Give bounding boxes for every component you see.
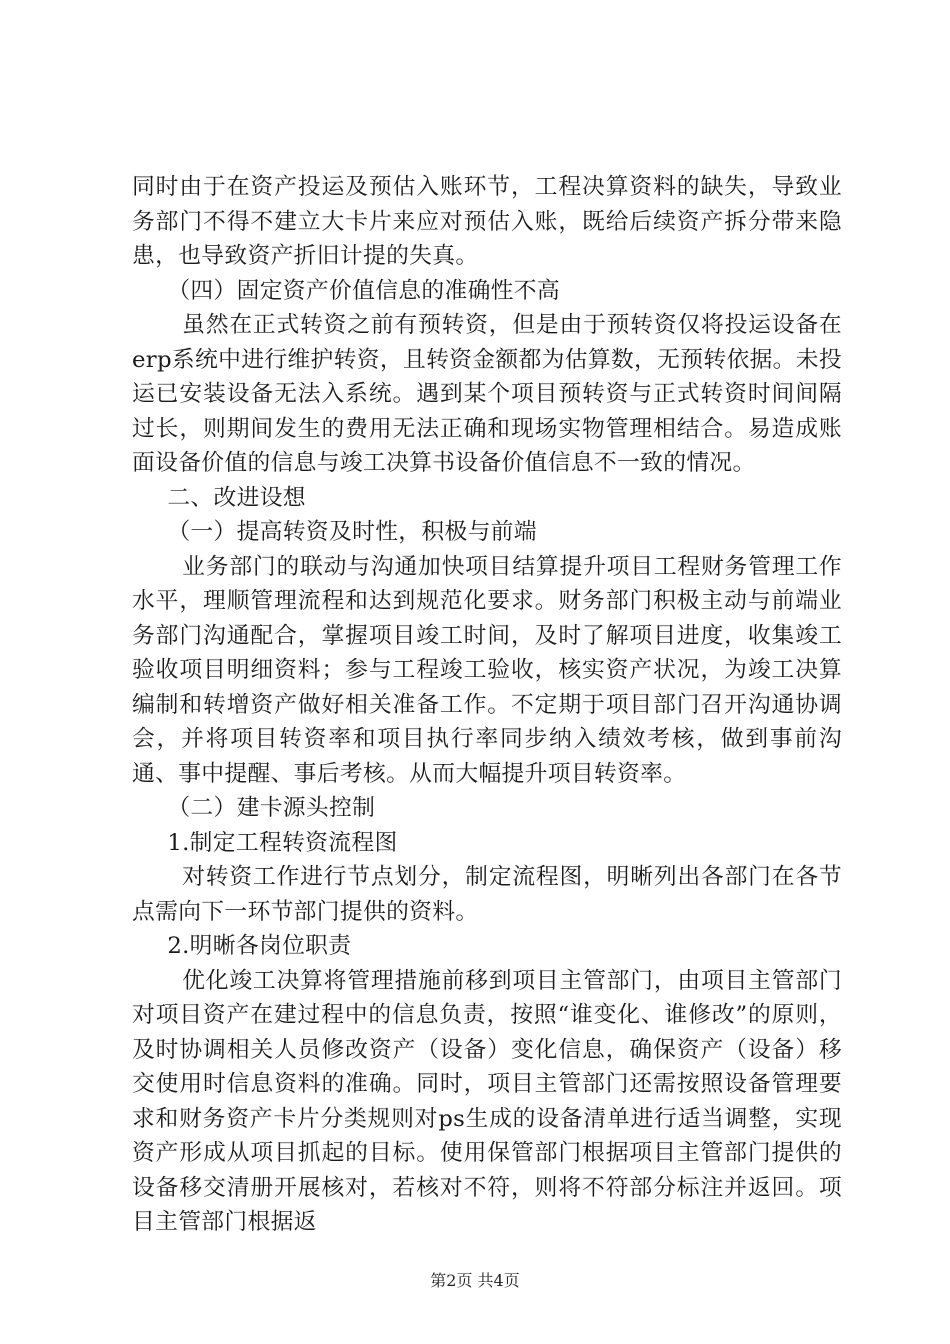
paragraph: 业务部门的联动与沟通加快项目结算提升项目工程财务管理工作水平，理顺管理流程和达到规范化要求。财务部门积极主动与前端业务部门沟通配合，掌握项目竣工时间，及时了解项目进度，收集竣工验收项目明细资料；参与工程竣工验收，核实资产状况，为竣工决算编制和转增资产做好相关准备工作。不定期于项目部门召开沟通协调会，并将项目转资率和项目执行率同步纳入绩效考核，做到事前沟通、事中提醒、事后考核。从而大幅提升项目转资率。 (132, 553, 842, 787)
paragraph: 对转资工作进行节点划分，制定流程图，明晰列出各部门在各节点需向下一环节部门提供的资料。 (132, 864, 842, 925)
paragraph: 虽然在正式转资之前有预转资，但是由于预转资仅将投运设备在erp系统中进行维护转资，且转资金额都为估算数，无预转依据。未投运已安装设备无法入系统。遇到某个项目预转资与正式转资时间间隔过长，则期间发生的费用无法正确和现场实物管理相结合。易造成账面设备价值的信息与竣工决算书设备价值信息不一致的情况。 (132, 312, 842, 476)
document-body (132, 170, 842, 1240)
section-heading-4: （四）固定资产价值信息的准确性不高 (167, 277, 560, 304)
page-footer: 第2页 共4页 (430, 1271, 520, 1290)
subheading-2: 2.明晰各岗位职责 (167, 933, 352, 959)
section-heading-1: （一）提高转资及时性，积极与前端 (167, 519, 537, 545)
subheading-1: 1.制定工程转资流程图 (167, 829, 398, 856)
paragraph-continued: 同时由于在资产投运及预估入账环节，工程决算资料的缺失，导致业务部门不得不建立大卡片来应对预估入账，既给后续资产拆分带来隐患，也导致资产折旧计提的失真。 (132, 174, 842, 269)
section-heading-improvement: 二、改进设想 (167, 484, 306, 511)
paragraph: 优化竣工决算将管理措施前移到项目主管部门，由项目主管部门对项目资产在建过程中的信息负责，按照“谁变化、谁修改”的原则，及时协调相关人员修改资产（设备）变化信息，确保资产（设备）移交使用时信息资料的准确。同时，项目主管部门还需按照设备管理要求和财务资产卡片分类规则对ps生成的设备清单进行适当调整，实现资产形成从项目抓起的目标。使用保管部门根据项目主管部门提供的设备移交清册开展核对，若核对不符，则将不符部分标注并返回。项目主管部门根据返 (132, 967, 842, 1235)
section-heading-2: （二）建卡源头控制 (167, 795, 376, 821)
